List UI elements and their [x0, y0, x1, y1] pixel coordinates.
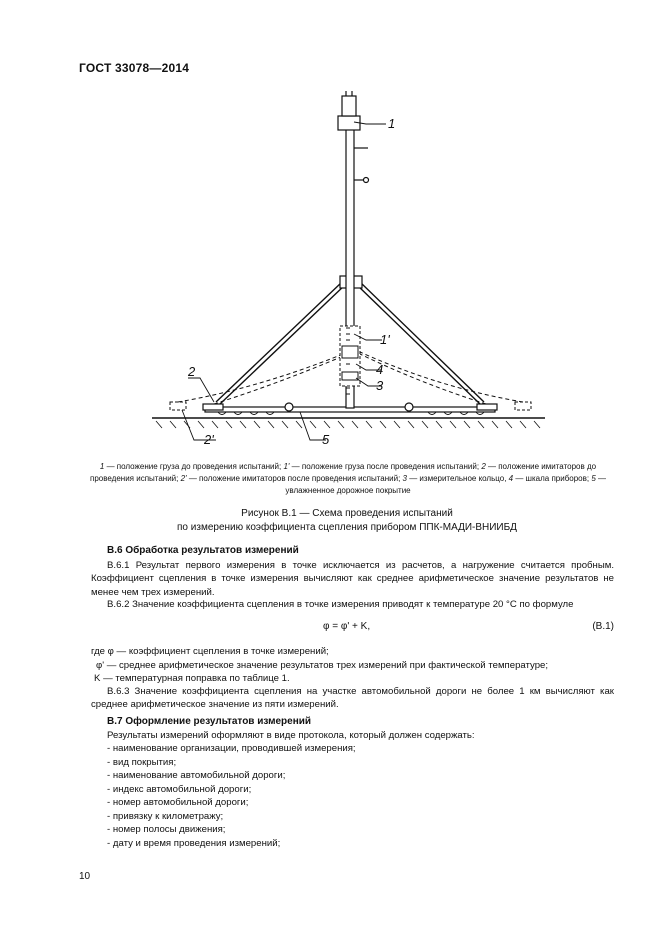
figure-caption	[90, 507, 604, 534]
list-item: - привязку к километражу;	[107, 811, 224, 822]
where-line-2: φ' — среднее арифметическое значение результатов трех измерений при фактической температуре;	[96, 660, 549, 671]
where-line-1: где φ — коэффициент сцепления в точке измерений;	[91, 646, 329, 657]
figure-label-3: 3	[376, 378, 384, 393]
list-item: - дату и время проведения измерений;	[107, 838, 281, 849]
legend-text: — увлажненное дорожное покрытие	[285, 474, 606, 495]
legend-text: — шкала приборов;	[513, 474, 592, 483]
list-item: - номер полосы движения;	[107, 824, 226, 835]
paragraph-b6-1: В.6.1 Результат первого измерения в точке исключается из расчетов, а нагружение считается пробным. Коэффициент сцепления в точке измерения вычисляют как среднее арифметическое значение результатов не менее чем трех измерений.	[91, 560, 614, 598]
figure-legend	[82, 461, 614, 497]
figure-label-1: 1	[388, 116, 396, 131]
test-scheme-figure	[150, 88, 550, 458]
legend-key: 4	[508, 474, 514, 483]
legend-key: 3	[402, 474, 407, 483]
figure-label-1-prime: 1'	[380, 332, 390, 347]
section-heading-b6: В.6 Обработка результатов измерений	[107, 545, 299, 556]
legend-text: — положение груза до проведения испытаний;	[104, 462, 284, 471]
page-number: 10	[79, 871, 91, 882]
measuring-scale	[340, 326, 360, 394]
legend-key: 2	[481, 462, 486, 471]
list-item: - номер автомобильной дороги;	[107, 797, 249, 808]
legend-text: — положение имитаторов после проведения испытаний;	[186, 474, 403, 483]
figure-label-2: 2	[188, 364, 196, 379]
list-item: - наименование автомобильной дороги;	[107, 770, 286, 781]
section-heading-b7: В.7 Оформление результатов измерений	[107, 716, 312, 727]
formula-text: φ = φ' + K,	[323, 621, 371, 632]
paragraph-b6-2: В.6.2 Значение коэффициента сцепления в точке измерения приводят к температуре 20 °С по формуле	[107, 599, 574, 610]
paragraph-b6-3: В.6.3 Значение коэффициента сцепления на участке автомобильной дороги не более 1 км вычисляют как среднее арифметическое значение из пяти измерений.	[91, 686, 614, 711]
list-item: - вид покрытия;	[107, 757, 177, 768]
legend-text: — положение груза после проведения испытаний;	[289, 462, 482, 471]
figure-label-4: 4	[376, 362, 384, 377]
where-line-3: K — температурная поправка по таблице 1.	[94, 673, 290, 684]
list-item: - индекс автомобильной дороги;	[107, 784, 252, 795]
legend-key: 1'	[283, 462, 290, 471]
legend-text: — измерительное кольцо,	[406, 474, 509, 483]
formula-number: (В.1)	[592, 621, 614, 632]
list-item: - наименование организации, проводившей измерения;	[107, 743, 356, 754]
figure-label-5: 5	[322, 432, 330, 447]
figure-label-2-prime: 2'	[204, 432, 214, 447]
document-header: ГОСТ 33078—2014	[79, 61, 190, 75]
paragraph-b7-intro: Результаты измерений оформляют в виде протокола, который должен содержать:	[107, 730, 475, 741]
caption-line-1: Рисунок В.1 — Схема проведения испытаний	[241, 508, 453, 519]
legend-key: 1	[99, 462, 105, 471]
legend-key: 2'	[180, 474, 187, 483]
legend-key: 5	[591, 474, 596, 483]
caption-line-2: по измерению коэффициента сцепления прибором ППК-МАДИ-ВНИИБД	[177, 521, 517, 533]
road-surface	[152, 418, 545, 428]
legend-text: — положение имитаторов до проведения испытаний;	[90, 462, 597, 483]
